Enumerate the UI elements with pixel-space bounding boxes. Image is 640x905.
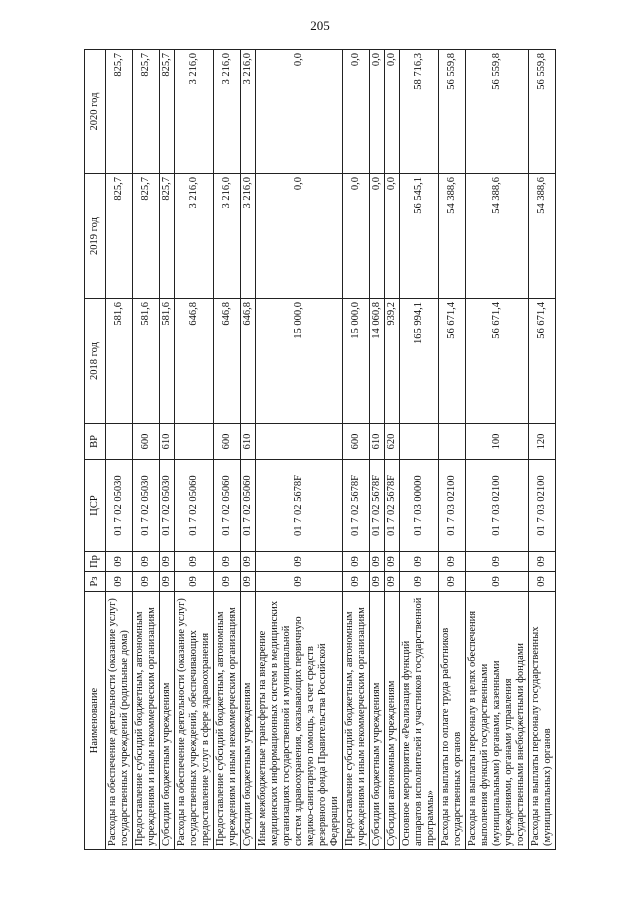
cell-2019: 0,0: [385, 174, 400, 299]
cell-pr: 09: [343, 552, 370, 572]
cell-2019: 54 388,6: [439, 174, 466, 299]
cell-vr: 610: [241, 424, 256, 460]
cell-2019: 825,7: [133, 174, 160, 299]
cell-rz: 09: [466, 572, 529, 592]
cell-2018: 56 671,4: [466, 299, 529, 424]
cell-name: Расходы на выплаты персоналу государственных (муниципальных) органов: [529, 592, 556, 850]
cell-name: Расходы на выплаты персоналу в целях обеспечения выполнения функций государственными (муниципальными) органами, казенными учреждениями, органами управления государственными внебюджетными фондами: [466, 592, 529, 850]
cell-2019: 3 216,0: [241, 174, 256, 299]
cell-rz: 09: [370, 572, 385, 592]
cell-2018: 646,8: [241, 299, 256, 424]
cell-csr: 01 7 03 02100: [439, 460, 466, 552]
cell-2020: 825,7: [133, 50, 160, 174]
cell-rz: 09: [160, 572, 175, 592]
cell-2019: 825,7: [160, 174, 175, 299]
cell-vr: 100: [466, 424, 529, 460]
table-row: [370, 50, 385, 850]
table-row: [106, 50, 133, 850]
cell-2020: 58 716,3: [400, 50, 439, 174]
cell-2018: 581,6: [160, 299, 175, 424]
cell-pr: 09: [175, 552, 214, 572]
table-row: [343, 50, 370, 850]
cell-name: Предоставление субсидий бюджетным, автономным учреждениям и иным некоммерческим организациям: [343, 592, 370, 850]
col-header-rz: Рз: [85, 572, 106, 592]
page-number: 205: [310, 18, 330, 33]
cell-name: Основное мероприятие «Реализация функций аппаратов исполнителей и участников государственной программы»: [400, 592, 439, 850]
cell-2020: 56 559,8: [466, 50, 529, 174]
table-row: [241, 50, 256, 850]
cell-2018: 56 671,4: [439, 299, 466, 424]
table-header-row: [85, 50, 106, 850]
cell-2020: 0,0: [385, 50, 400, 174]
cell-2018: 15 000,0: [256, 299, 343, 424]
col-header-vr: ВР: [85, 424, 106, 460]
cell-rz: 09: [256, 572, 343, 592]
cell-rz: 09: [133, 572, 160, 592]
cell-2019: 0,0: [370, 174, 385, 299]
cell-name: Расходы на выплаты по оплате труда работников государственных органов: [439, 592, 466, 850]
cell-vr: 600: [343, 424, 370, 460]
cell-csr: 01 7 02 05060: [241, 460, 256, 552]
cell-name: Расходы на обеспечение деятельности (оказание услуг) государственных учреждений, обеспечивающих предоставление услуг в сфере здравоохранения: [175, 592, 214, 850]
cell-2019: 0,0: [256, 174, 343, 299]
cell-csr: 01 7 02 05060: [214, 460, 241, 552]
cell-rz: 09: [106, 572, 133, 592]
cell-2020: 0,0: [370, 50, 385, 174]
cell-pr: 09: [241, 552, 256, 572]
table-row: [256, 50, 343, 850]
cell-2020: 3 216,0: [214, 50, 241, 174]
cell-name: Субсидии бюджетным учреждениям: [370, 592, 385, 850]
table-row: [439, 50, 466, 850]
cell-csr: 01 7 02 5678F: [370, 460, 385, 552]
cell-2019: 3 216,0: [175, 174, 214, 299]
cell-vr: 120: [529, 424, 556, 460]
cell-2020: 3 216,0: [241, 50, 256, 174]
cell-rz: 09: [343, 572, 370, 592]
cell-pr: 09: [466, 552, 529, 572]
cell-pr: 09: [385, 552, 400, 572]
cell-2018: 581,6: [106, 299, 133, 424]
cell-2019: 54 388,6: [466, 174, 529, 299]
cell-csr: 01 7 02 5678F: [385, 460, 400, 552]
cell-vr: [256, 424, 343, 460]
cell-2020: 0,0: [343, 50, 370, 174]
cell-csr: 01 7 03 02100: [529, 460, 556, 552]
cell-csr: 01 7 02 05030: [133, 460, 160, 552]
cell-pr: 09: [133, 552, 160, 572]
cell-pr: 09: [160, 552, 175, 572]
cell-2020: 0,0: [256, 50, 343, 174]
cell-name: Предоставление субсидий бюджетным, автономным учреждениям и иным некоммерческим организациям: [214, 592, 241, 850]
cell-name: Иные межбюджетные трансферты на внедрение медицинских информационных систем в медицинских организациях государственной и муниципальной систем здравоохранения, оказывающих первичную медико-санитарную помощь, за счет средств резервного фонда Правительства Российской Федерации: [256, 592, 343, 850]
cell-2020: 56 559,8: [439, 50, 466, 174]
cell-pr: 09: [529, 552, 556, 572]
cell-vr: 600: [133, 424, 160, 460]
table-row: [133, 50, 160, 850]
cell-2019: 0,0: [343, 174, 370, 299]
cell-csr: 01 7 03 02100: [466, 460, 529, 552]
table-row: [400, 50, 439, 850]
cell-csr: 01 7 03 00000: [400, 460, 439, 552]
cell-rz: 09: [439, 572, 466, 592]
table-row: [385, 50, 400, 850]
cell-name: Предоставление субсидий бюджетным, автономным учреждениям и иным некоммерческим организациям: [133, 592, 160, 850]
col-header-pr: Пр: [85, 552, 106, 572]
cell-pr: 09: [106, 552, 133, 572]
cell-csr: 01 7 02 05030: [160, 460, 175, 552]
col-header-2019: 2019 год: [85, 174, 106, 299]
table-row: [175, 50, 214, 850]
cell-2018: 939,2: [385, 299, 400, 424]
cell-2018: 14 060,8: [370, 299, 385, 424]
cell-2019: 3 216,0: [214, 174, 241, 299]
cell-pr: 09: [214, 552, 241, 572]
cell-rz: 09: [214, 572, 241, 592]
cell-2018: 165 994,1: [400, 299, 439, 424]
cell-vr: 610: [370, 424, 385, 460]
cell-vr: [175, 424, 214, 460]
cell-vr: [439, 424, 466, 460]
cell-rz: 09: [400, 572, 439, 592]
col-header-csr: ЦСР: [85, 460, 106, 552]
cell-name: Расходы на обеспечение деятельности (оказание услуг) государственных учреждений (родильные дома): [106, 592, 133, 850]
cell-vr: 600: [214, 424, 241, 460]
rotated-table-frame: [84, 50, 556, 850]
cell-2020: 825,7: [160, 50, 175, 174]
cell-name: Субсидии бюджетным учреждениям: [160, 592, 175, 850]
cell-2020: 3 216,0: [175, 50, 214, 174]
cell-vr: 610: [160, 424, 175, 460]
cell-2018: 646,8: [175, 299, 214, 424]
cell-2018: 581,6: [133, 299, 160, 424]
cell-csr: 01 7 02 05060: [175, 460, 214, 552]
cell-vr: 620: [385, 424, 400, 460]
cell-name: Субсидии автономным учреждениям: [385, 592, 400, 850]
cell-2020: 56 559,8: [529, 50, 556, 174]
col-header-2018: 2018 год: [85, 299, 106, 424]
cell-2018: 15 000,0: [343, 299, 370, 424]
cell-rz: 09: [529, 572, 556, 592]
cell-name: Субсидии бюджетным учреждениям: [241, 592, 256, 850]
cell-rz: 09: [241, 572, 256, 592]
table-row: [160, 50, 175, 850]
table-row: [466, 50, 529, 850]
cell-pr: 09: [256, 552, 343, 572]
budget-table: [84, 49, 556, 850]
cell-2019: 56 545,1: [400, 174, 439, 299]
cell-pr: 09: [400, 552, 439, 572]
col-header-name: Наименование: [85, 592, 106, 850]
cell-csr: 01 7 02 05030: [106, 460, 133, 552]
cell-csr: 01 7 02 5678F: [256, 460, 343, 552]
cell-pr: 09: [439, 552, 466, 572]
cell-pr: 09: [370, 552, 385, 572]
cell-csr: 01 7 02 5678F: [343, 460, 370, 552]
cell-rz: 09: [175, 572, 214, 592]
cell-rz: 09: [385, 572, 400, 592]
table-row: [214, 50, 241, 850]
cell-2018: 646,8: [214, 299, 241, 424]
col-header-2020: 2020 год: [85, 50, 106, 174]
cell-vr: [400, 424, 439, 460]
cell-2019: 54 388,6: [529, 174, 556, 299]
cell-2019: 825,7: [106, 174, 133, 299]
cell-2018: 56 671,4: [529, 299, 556, 424]
table-row: [529, 50, 556, 850]
cell-vr: [106, 424, 133, 460]
cell-2020: 825,7: [106, 50, 133, 174]
